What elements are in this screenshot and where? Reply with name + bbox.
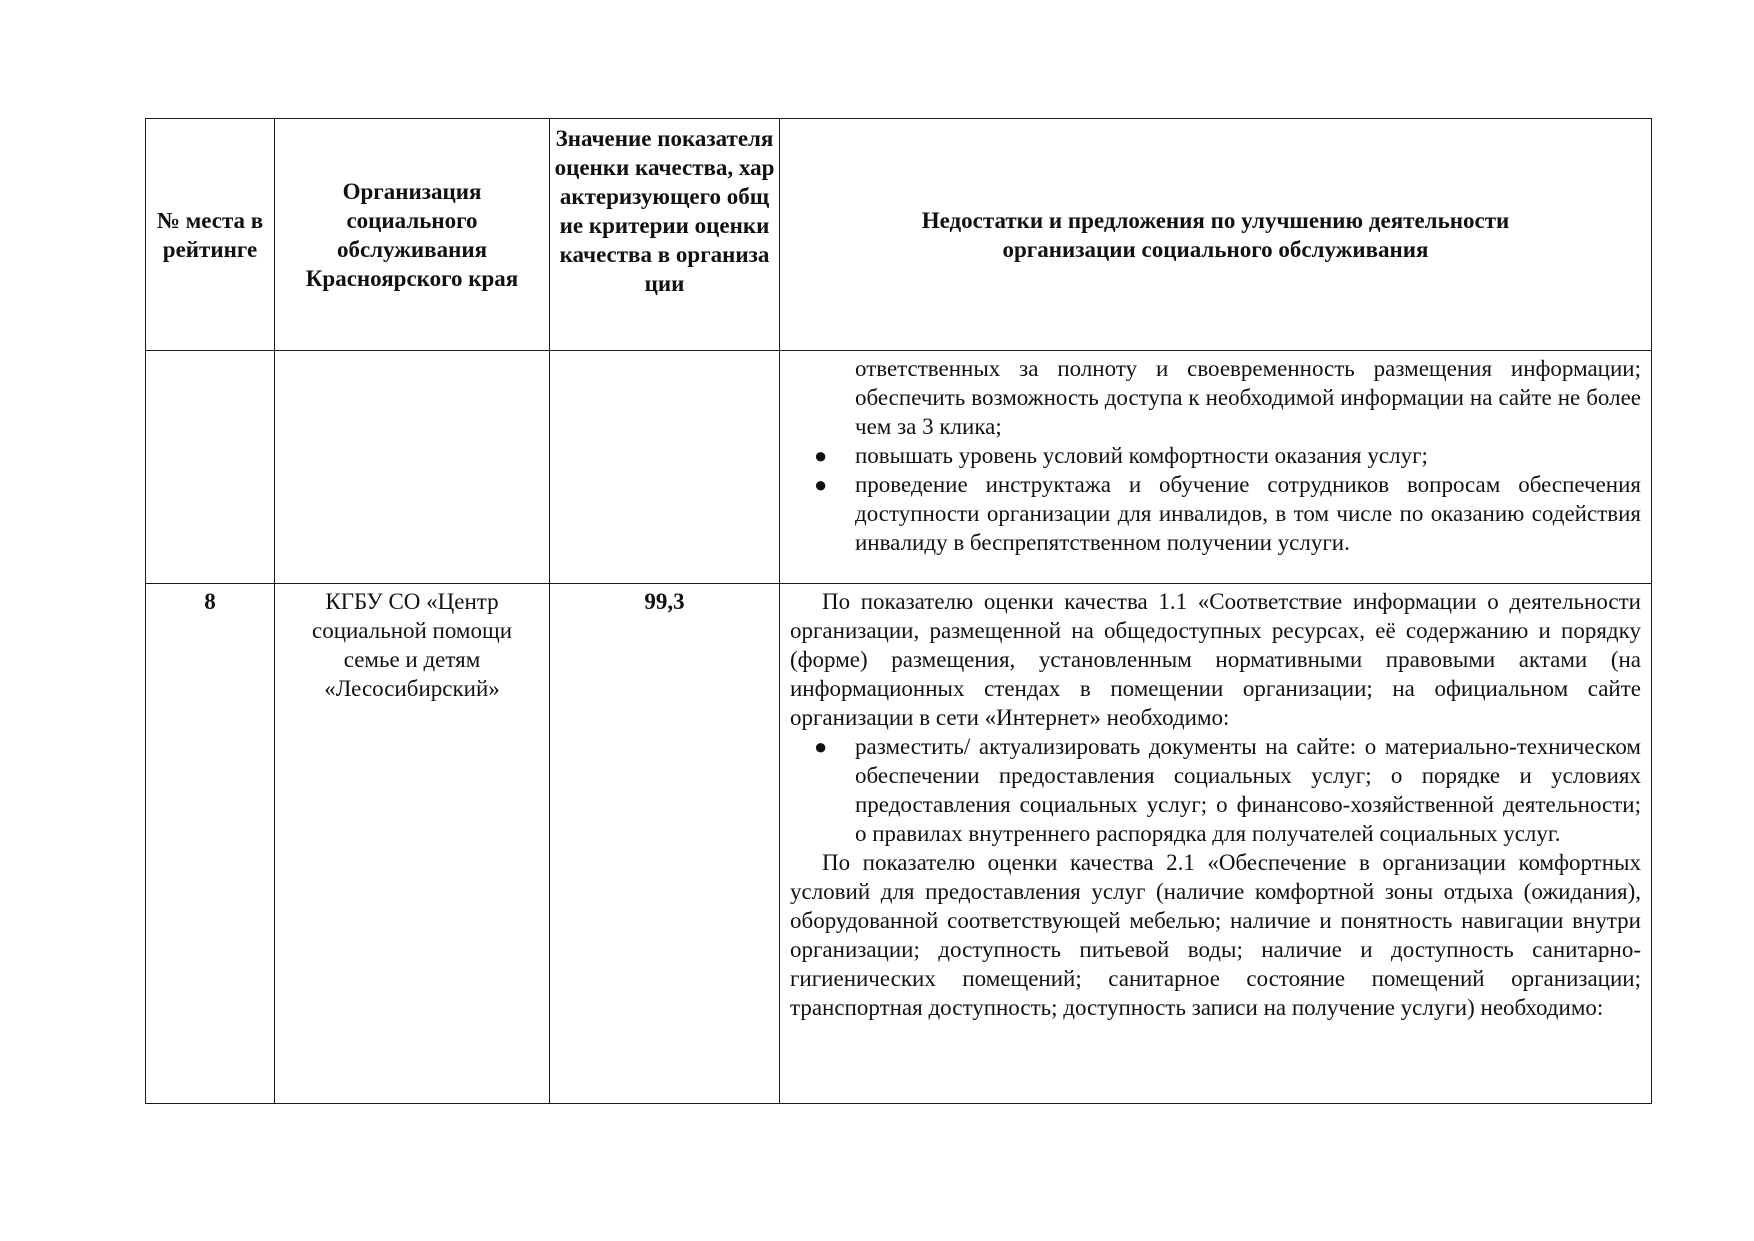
bullet-text: проведение инструктажа и обучение сотрудников вопросам обеспечения доступности организации для инвалидов, в том числе по оказанию содействия инвалиду в беспрепятственном получении услуги. [855,472,1641,555]
header-score [550,119,780,351]
list-item [814,732,1641,848]
bullet-icon: ● [814,472,828,497]
header-rank-label: № места в рейтинге [156,207,264,262]
rating-table [145,118,1652,1104]
bullet-icon: ● [814,443,828,468]
organization-name: КГБУ СО «Центр социальной помощи семье и детям «Лесосибирский» [311,589,512,701]
continuation-organization-cell [275,351,550,584]
score-value: 99,3 [644,589,685,614]
continuation-bullet-list [790,441,1641,557]
list-item [814,470,1641,557]
bullet-text: повышать уровень условий комфортности оказания услуг; [855,443,1428,468]
continuation-rank-cell [146,351,275,584]
table-header-row [146,119,1652,351]
issues-cell [780,584,1652,1104]
header-organization [275,119,550,351]
table-row-continuation [146,351,1652,584]
bullet-icon: ● [814,734,828,759]
list-item [814,441,1641,470]
continuation-text: ответственных за полноту и своевременность размещения информации; обеспечить возможность доступа к необходимой информации на сайте не более чем за 3 клика; [855,356,1641,439]
table-row [146,584,1652,1104]
continuation-score-cell [550,351,780,584]
score-cell [550,584,780,1104]
header-organization-label: Организация социального обслуживания Красноярского края [305,178,519,291]
issues-paragraph-1: По показателю оценки качества 1.1 «Соответствие информации о деятельности организации, размещенной на общедоступных ресурсах, её содержанию и порядку (форме) размещения, установленным нормативными правовыми актами (на информационных стендах в помещении организации; на официальном сайте организации в сети «Интернет» необходимо: [790,589,1641,730]
bullet-text: разместить/ актуализировать документы на сайте: о материально-техническом обеспечении предоставления социальных услуг; о порядке и условиях предоставления социальных услуг; о финансово-хозяйственной деятельности; о правилах внутреннего распорядка для получателей социальных услуг. [855,734,1641,846]
rank-cell [146,584,275,1104]
organization-cell [275,584,550,1104]
rank-value: 8 [204,589,216,614]
continuation-issues-cell [780,351,1652,584]
issues-paragraph-2: По показателю оценки качества 2.1 «Обеспечение в организации комфортных условий для предоставления услуг (наличие комфортной зоны отдыха (ожидания), оборудованной соответствующей мебелью; наличие и понятность навигации внутри организации; доступность питьевой воды; наличие и доступность санитарно-гигиенических помещений; санитарное состояние помещений организации; транспортная доступность; доступность записи на получение услуги) необходимо: [790,850,1641,1020]
header-rank [146,119,275,351]
header-issues [780,119,1652,351]
header-issues-label: Недостатки и предложения по улучшению деятельности организации социального обслуживания [921,207,1510,262]
issues-bullet-list [790,732,1641,848]
header-score-label: Значение показателя оценки качества, характеризующего общие критерии оценки качества в организации [554,126,775,296]
